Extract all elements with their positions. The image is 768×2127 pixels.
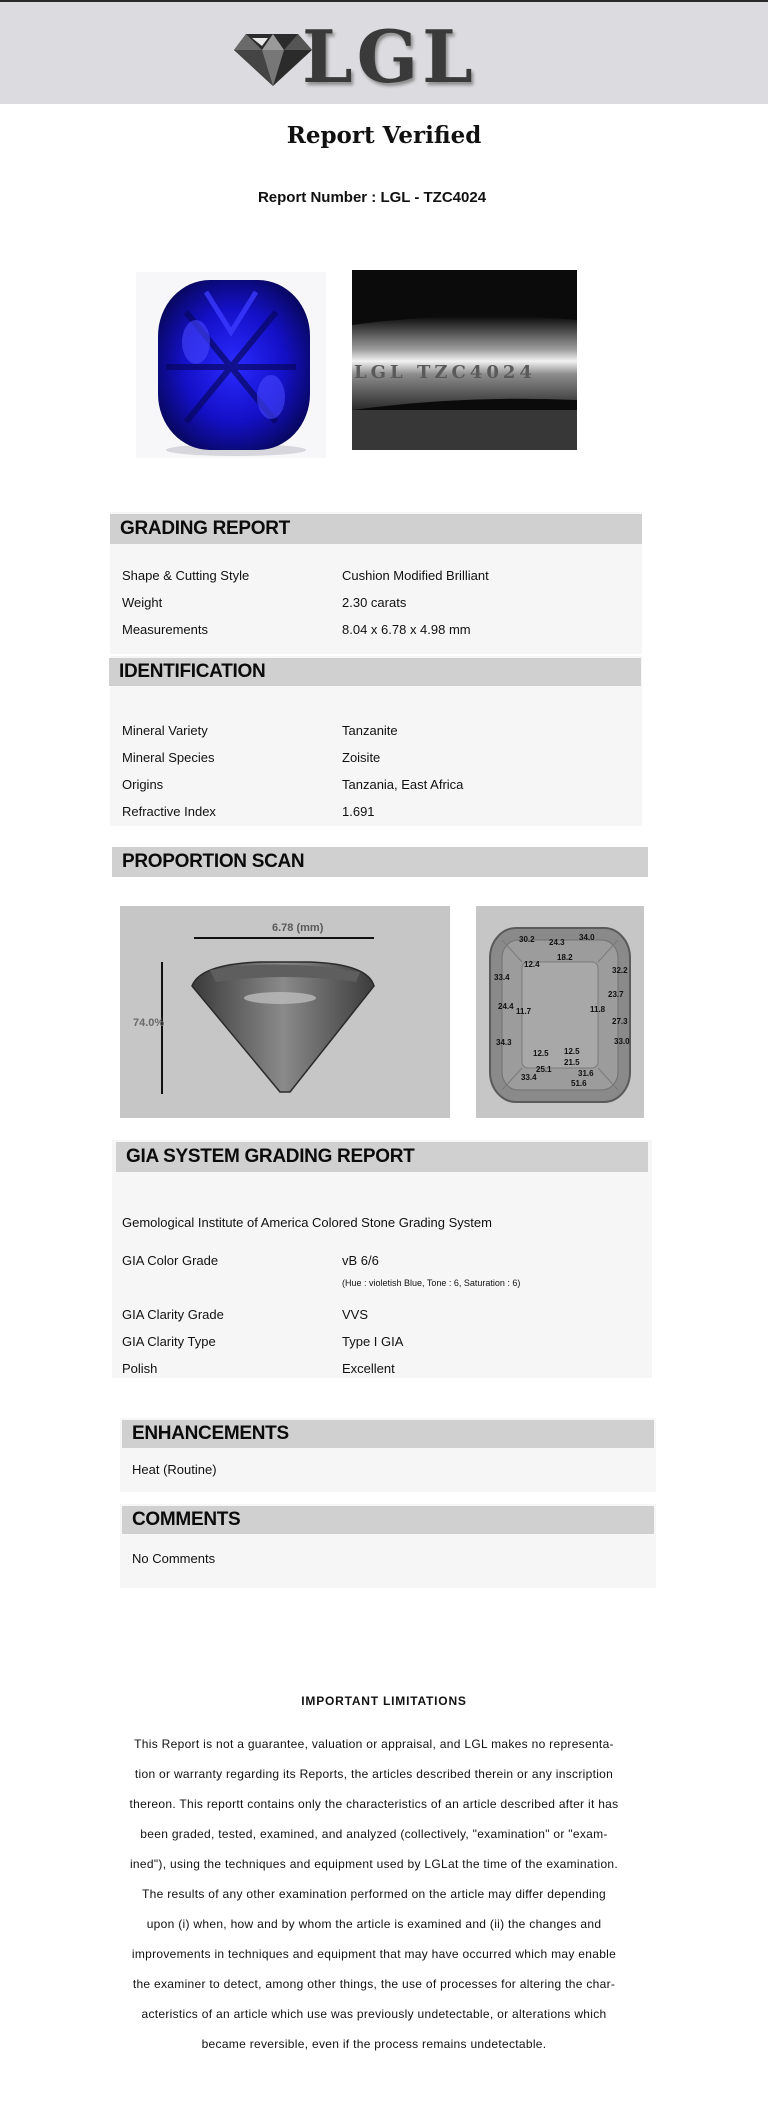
- site-header: [0, 2, 768, 104]
- grading-label-weight: Weight: [122, 595, 163, 610]
- gia-color-note: (Hue : violetish Blue, Tone : 6, Saturation : 6): [342, 1278, 521, 1288]
- grading-label-measurements: Measurements: [122, 622, 208, 637]
- depth-label: 74.0%: [133, 1017, 165, 1029]
- facet-value-6: 33.4: [494, 973, 510, 982]
- grading-value-weight: 2.30 carats: [342, 595, 407, 610]
- limitations-title: IMPORTANT LIMITATIONS: [301, 1694, 467, 1708]
- facet-value-13: 34.3: [496, 1038, 512, 1047]
- facet-value-4: 18.2: [557, 953, 573, 962]
- gia-label-polish: Polish: [122, 1361, 158, 1376]
- facet-value-9: 24.4: [498, 1002, 514, 1011]
- proportion-top-view: [476, 906, 644, 1118]
- facet-value-5: 12.4: [524, 960, 540, 969]
- facet-value-21: 51.6: [571, 1079, 587, 1088]
- facet-value-18: 25.1: [536, 1065, 552, 1074]
- limitations-line: tion or warranty regarding its Reports, the articles described therein or any inscription: [134, 1767, 614, 1781]
- id-label-variety: Mineral Variety: [122, 723, 208, 738]
- tanzanite-gem-image: [136, 272, 326, 458]
- id-label-species: Mineral Species: [122, 750, 215, 765]
- enhancements-header: ENHANCEMENTS: [122, 1420, 654, 1448]
- gia-header: GIA SYSTEM GRADING REPORT: [116, 1142, 648, 1172]
- facet-value-17: 21.5: [564, 1058, 580, 1067]
- limitations-line: acteristics of an article which use was previously undetectable, or alterations which: [141, 2007, 607, 2021]
- width-label: 6.78 (mm): [272, 922, 324, 934]
- comments-text: No Comments: [132, 1551, 216, 1566]
- gia-label-clarity-type: GIA Clarity Type: [122, 1334, 216, 1349]
- gia-label-color: GIA Color Grade: [122, 1253, 219, 1268]
- limitations-line: became reversible, even if the process remains undetectable.: [201, 2037, 547, 2051]
- inscription-image: [352, 270, 577, 450]
- identification-header: IDENTIFICATION: [109, 658, 641, 686]
- limitations-line: The results of any other examination performed on the article may differ depending: [142, 1887, 606, 1901]
- inscription-photo: [352, 270, 577, 450]
- facet-value-8: 23.7: [608, 990, 624, 999]
- facet-value-14: 33.0: [614, 1037, 630, 1046]
- limitations-line: improvements in techniques and equipment that may have occurred which may enable: [131, 1947, 617, 1961]
- facet-value-2: 24.3: [549, 938, 565, 947]
- limitations-line: been graded, tested, examined, and analyzed (collectively, "examination" or "exam-: [140, 1827, 608, 1841]
- gem-photo: [136, 272, 326, 458]
- facet-value-19: 31.6: [578, 1069, 594, 1078]
- id-label-ri: Refractive Index: [122, 804, 216, 819]
- proportion-side-view: [120, 906, 450, 1118]
- limitations-line: the examiner to detect, among other things, the use of processes for altering the char-: [132, 1977, 616, 1991]
- inscription-text: LGL TZC4024: [354, 362, 536, 383]
- gia-value-polish: Excellent: [342, 1361, 395, 1376]
- enhancements-text: Heat (Routine): [132, 1462, 217, 1477]
- id-value-species: Zoisite: [342, 750, 381, 765]
- id-value-ri: 1.691: [342, 804, 375, 819]
- facet-value-20: 33.4: [521, 1073, 537, 1082]
- gia-label-clarity-grade: GIA Clarity Grade: [122, 1307, 224, 1322]
- proportion-header: PROPORTION SCAN: [112, 847, 648, 877]
- gia-intro: Gemological Institute of America Colored Stone Grading System: [122, 1215, 492, 1230]
- facet-value-11: 11.8: [590, 1005, 606, 1014]
- facet-value-7: 32.2: [612, 966, 628, 975]
- grading-value-shape: Cushion Modified Brilliant: [342, 568, 489, 583]
- id-value-origins: Tanzania, East Africa: [342, 777, 464, 792]
- limitations-line: thereon. This reportt contains only the characteristics of an article described after it has: [129, 1797, 619, 1811]
- comments-header: COMMENTS: [122, 1506, 654, 1534]
- gem-profile-image: [120, 906, 450, 1118]
- report-number: Report Number : LGL - TZC4024: [257, 189, 487, 206]
- grading-value-measurements: 8.04 x 6.78 x 4.98 mm: [342, 622, 471, 637]
- facet-value-3: 34.0: [579, 933, 595, 942]
- id-value-variety: Tanzanite: [342, 723, 398, 738]
- page-title: Report Verified: [286, 122, 482, 149]
- grading-label-shape: Shape & Cutting Style: [122, 568, 250, 583]
- gia-value-color: vB 6/6: [342, 1253, 379, 1268]
- facet-value-12: 27.3: [612, 1017, 628, 1026]
- grading-header: GRADING REPORT: [110, 514, 642, 544]
- limitations-line: ined"), using the techniques and equipment used by LGLat the time of the examination.: [129, 1857, 619, 1871]
- facet-value-1: 30.2: [519, 935, 535, 944]
- limitations-line: This Report is not a guarantee, valuation or appraisal, and LGL makes no representa-: [134, 1737, 614, 1751]
- gia-value-clarity-grade: VVS: [342, 1307, 369, 1322]
- limitations-line: upon (i) when, how and by whom the article is examined and (ii) the changes and: [146, 1917, 602, 1931]
- facet-value-10: 11.7: [516, 1007, 532, 1016]
- facet-value-16: 12.5: [564, 1047, 580, 1056]
- facet-value-15: 12.5: [533, 1049, 549, 1058]
- id-label-origins: Origins: [122, 777, 164, 792]
- gia-value-clarity-type: Type I GIA: [342, 1334, 404, 1349]
- lgl-logo[interactable]: [232, 14, 492, 99]
- logo-text: LGL: [302, 14, 477, 99]
